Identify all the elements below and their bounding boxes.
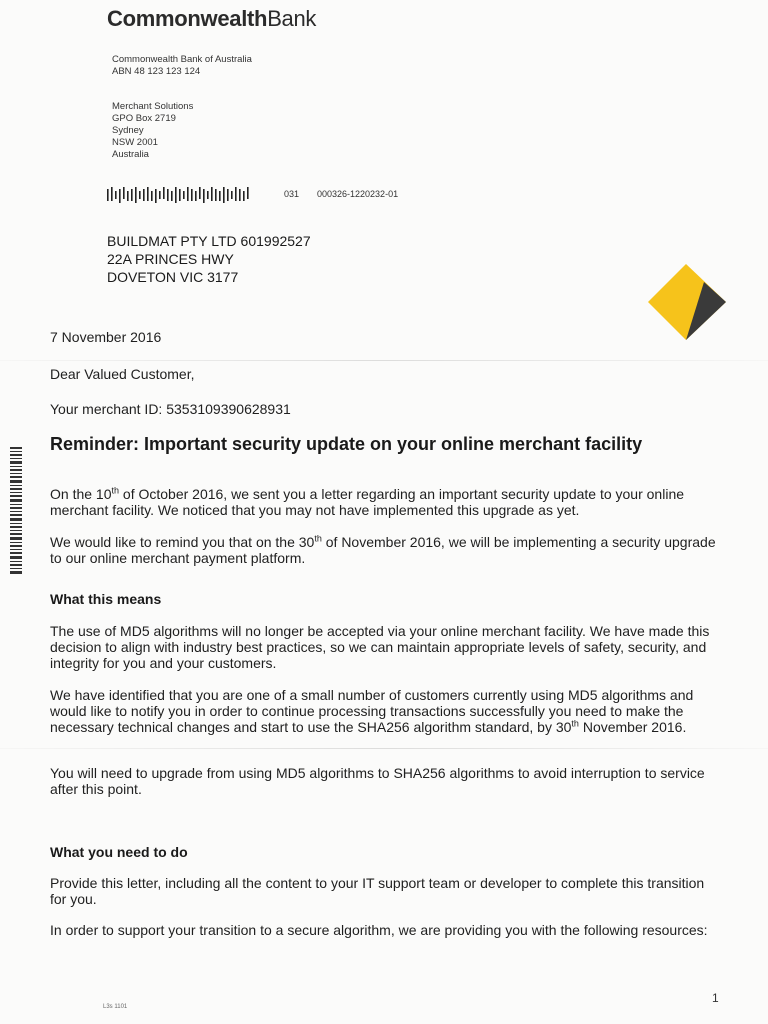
- mail-code-long: 000326-1220232-01: [317, 189, 399, 199]
- postal-barcode: [107, 187, 249, 203]
- bank-legal-name: Commonwealth Bank of Australia: [112, 54, 252, 65]
- bank-logo: CommonwealthBank: [107, 6, 317, 31]
- section-title-what-you-need-to-do: What you need to do: [50, 844, 188, 860]
- paragraph-resources: In order to support your transition to a secure algorithm, we are providing you with the following resources:: [50, 922, 708, 938]
- fold-line: [0, 748, 768, 749]
- merchant-id: Your merchant ID: 5353109390628931: [50, 401, 291, 417]
- paragraph-upgrade-date: We would like to remind you that on the 30th of November 2016, we will be implementing a security upgrade to our online merchant payment platform.: [50, 533, 716, 566]
- paragraph-md5-deprecated: The use of MD5 algorithms will no longer be accepted via your online merchant facility. We have made this decision to align with industry best practices, so we can maintain appropriate levels of safety, security, and integrity for you and your customers.: [50, 623, 710, 671]
- sender-address: [112, 101, 193, 161]
- paragraph-upgrade-sha256: You will need to upgrade from using MD5 algorithms to SHA256 algorithms to avoid interruption to service after this point.: [50, 765, 705, 797]
- recipient-line: 22A PRINCES HWY: [107, 251, 234, 267]
- bank-details: [112, 54, 252, 78]
- paragraph-customers-using-md5: We have identified that you are one of a small number of customers currently using MD5 algorithms and would like to notify you in order to continue processing transactions successfully you need to make the necessary technical changes and start to use the SHA256 algorithm standard, by 30th November 2016.: [50, 687, 694, 735]
- recipient-line: BUILDMAT PTY LTD 601992527: [107, 233, 311, 249]
- side-barcode: [10, 447, 22, 574]
- recipient-address: [107, 232, 311, 286]
- sender-address-line: NSW 2001: [112, 137, 158, 148]
- footer-code: L3s 1101: [103, 1004, 128, 1010]
- sender-address-line: Merchant Solutions: [112, 101, 194, 112]
- letter-heading: Reminder: Important security update on your online merchant facility: [50, 434, 643, 454]
- page-number: 1: [712, 991, 719, 1005]
- section-title-what-this-means: What this means: [50, 591, 162, 607]
- bank-abn: ABN 48 123 123 124: [112, 66, 201, 77]
- mail-code-short: 031: [284, 189, 300, 199]
- paragraph-reminder: On the 10th of October 2016, we sent you a letter regarding an important security update to your online merchant facility. We noticed that you may not have implemented this upgrade as yet.: [50, 485, 685, 518]
- salutation: Dear Valued Customer,: [50, 366, 195, 382]
- fold-line: [0, 360, 768, 361]
- sender-address-line: GPO Box 2719: [112, 113, 176, 124]
- sender-address-line: Sydney: [112, 125, 144, 136]
- sender-address-line: Australia: [112, 149, 149, 160]
- paragraph-provide-letter: Provide this letter, including all the content to your IT support team or developer to complete this transition for you.: [50, 875, 705, 907]
- recipient-line: DOVETON VIC 3177: [107, 269, 239, 285]
- letter-date: 7 November 2016: [50, 329, 162, 345]
